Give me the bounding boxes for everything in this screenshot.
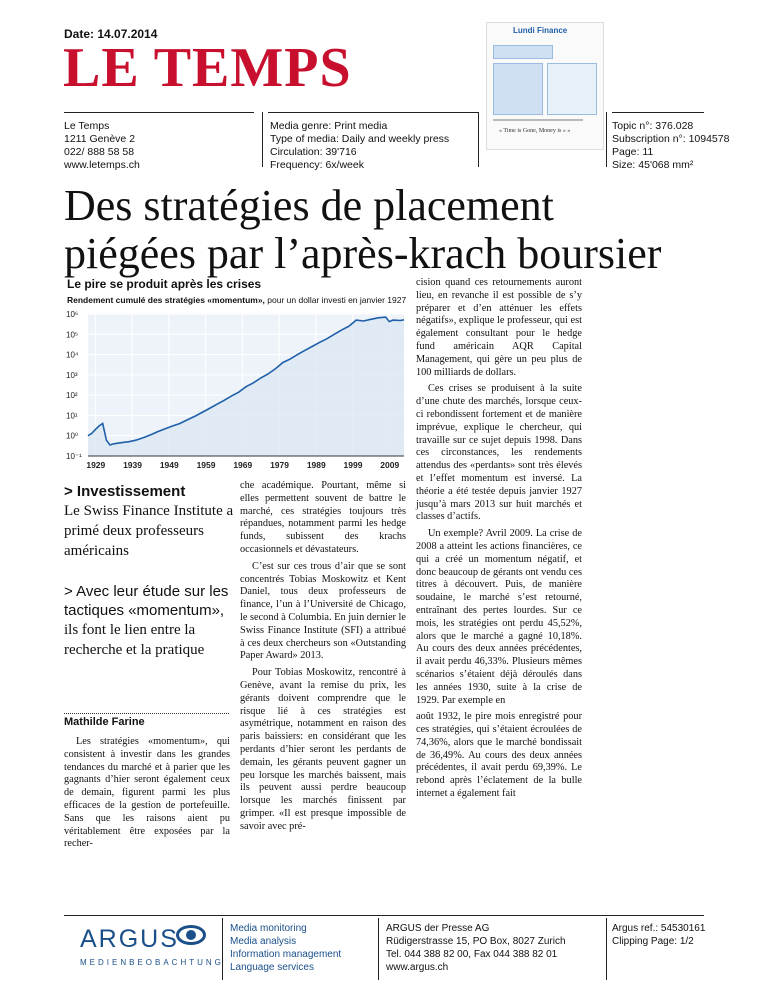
chart-x-tick-label: 1959 <box>196 460 216 470</box>
chart-y-tick-label: 10³ <box>66 370 78 380</box>
publisher-name: Le Temps <box>64 120 110 132</box>
chart-y-tick-label: 10⁶ <box>66 310 79 319</box>
service-analysis: Media analysis <box>230 936 297 947</box>
publisher-phone: 022/ 888 58 58 <box>64 146 135 158</box>
chart-x-tick-label: 1969 <box>233 460 253 470</box>
thumbnail-rule <box>493 119 583 121</box>
kicker-2-lead: > Avec leur étude sur les tactiques «momentum», <box>64 583 229 619</box>
article-headline <box>64 182 661 278</box>
column-3 <box>416 277 582 805</box>
column-1-paragraph: Les stratégies «momentum», qui consistent à investir dans les grandes tendances du marché et à parier que les gagnants d’hier seront également ceux de demain, figurent parmi les plus efficaces de la gestion de portefeuille. Sans que les raisons aient pu véritablement être exposées par la recher- <box>64 736 230 850</box>
argus-logo: ARGUS <box>80 925 179 953</box>
thumbnail-brand: Lundi Finance <box>513 26 568 35</box>
publisher-address: 1211 Genève 2 <box>64 133 136 145</box>
chart-subtitle-rest: pour un dollar investi en janvier 1927 <box>264 295 407 305</box>
clipping-page: Clipping Page: 1/2 <box>612 936 694 947</box>
topic-number: Topic n°: 376.028 <box>612 120 694 132</box>
kicker-1 <box>64 482 234 561</box>
column-3-paragraph-1: cision quand ces retournements auront lieu, en revanche il est possible de s’y préparer et d’en atténuer les effets négatifs», explique le professeur, qui est également consultant pour le hedge fund américain AQR Capital Management, qui gère un peu plus de 100 milliards de dollars. <box>416 277 582 378</box>
chart-y-tick-label: 10⁻¹ <box>66 452 82 461</box>
column-2 <box>240 480 406 838</box>
page-thumbnail <box>486 22 604 150</box>
momentum-returns-chart <box>64 306 409 476</box>
chart-x-tick-label: 1979 <box>270 460 289 470</box>
chart-title: Le pire se produit après les crises <box>67 277 262 291</box>
argus-logo-subtitle: MEDIENBEOBACHTUNG <box>80 958 224 967</box>
media-info <box>270 120 449 172</box>
chart-x-tick-label: 1929 <box>86 460 106 470</box>
column-2-paragraph-1: che académique. Pourtant, même si elles permettent souvent de battre le marché, ces stratégies toujours très répandues, notamment parmi les hedge funds, subissent des krachs occasionnels et dévastateurs. <box>240 480 406 555</box>
media-type: Type of media: Daily and weekly press <box>270 133 450 145</box>
chart-x-tick-label: 1999 <box>343 460 363 470</box>
chart-y-tick-label: 10⁰ <box>66 431 79 441</box>
media-genre: Media genre: Print media <box>270 120 388 132</box>
column-2-paragraph-3: Pour Tobias Moskowitz, rencontré à Genève, avant la remise du prix, les gérants doivent comprendre que le risque lié à ces stratégies est asymétrique, notamment en raison des paris baissiers: en considérant que les perdants d’hier seront les perdants de demain, les gérants peuvent gagner un peu lorsque les marchés baissent, mais ils peuvent aussi perdre beaucoup lorsque les marchés finissent par grimper. «Il est presque impossible de savoir avec pré- <box>240 667 406 832</box>
thumbnail-quote: « Time is Gone, Money is » » <box>499 128 571 134</box>
kicker-2 <box>64 582 234 660</box>
kicker-1-lead: > Investissement <box>64 483 186 500</box>
subscription-number: Subscription n°: 1094578 <box>612 133 730 145</box>
service-monitoring: Media monitoring <box>230 923 307 934</box>
column-3-paragraph-2: Ces crises se produisent à la suite d’une chute des marchés, lorsque ceux-ci rebondissent fortement et de manière imprévue, explique le chercheur, qui travaille sur ce sujet depuis 1998. Dans ces circonstances, les rendements attendus des «perdants» sont très élevés et l’effet momentum est inversé. La théorie a été testée depuis janvier 1927 jusqu’à mars 2013 sur huit marchés et classes d’actifs. <box>416 383 582 523</box>
chart-subtitle-bold: Rendement cumulé des stratégies «momentum», <box>67 295 265 305</box>
document-date: Date: 14.07.2014 <box>64 27 158 41</box>
company-phone: Tel. 044 388 82 00, Fax 044 388 82 01 <box>386 949 558 960</box>
chart-y-tick-label: 10² <box>66 391 78 401</box>
thumbnail-chart-block <box>493 63 543 115</box>
header-rule-1 <box>64 112 254 113</box>
header-divider-2 <box>478 112 479 167</box>
column-3-paragraph-3: Un exemple? Avril 2009. La crise de 2008 a atteint les actions financières, ce qui a créé un momentum négatif, et donc beaucoup de gérants ont vendu ces titres à découvert. Puis, de manière soudaine, le marché s’est retourné, entraînant des pertes lourdes. Sur ce mois, les stratégies ont perdu 45,52%, alors que le marché a gagné 10,18%. Au cours des deux années précédentes, il avait perdu 46,33%. Plusieurs mêmes scénarios s’étaient déjà déroulés dans les années 1930, suite à la crise de 1929. Par exemple en <box>416 528 582 706</box>
chart-subtitle <box>67 295 406 305</box>
column-3-paragraph-4: août 1932, le pire mois enregistré pour ces stratégies, qui s’étaient écroulées de 74,36%, alors que le marché bondissait de 36,49%. Au cours des deux années précédentes, il avait perdu 69,39%. Le rebond après l’éclatement de la bulle internet a également fait <box>416 711 582 800</box>
argus-reference <box>612 922 705 948</box>
company-name: ARGUS der Presse AG <box>386 923 490 934</box>
company-address: Rüdigerstrasse 15, PO Box, 8027 Zurich <box>386 936 566 947</box>
argus-company <box>386 922 566 974</box>
chart-x-tick-label: 1939 <box>123 460 143 470</box>
company-website: www.argus.ch <box>386 962 449 973</box>
kicker-2-body: ils font le lien entre la recherche et la pratique <box>64 622 205 658</box>
service-information: Information management <box>230 949 342 960</box>
newspaper-logo: LE TEMPS <box>63 37 352 99</box>
footer-divider-2 <box>378 918 379 980</box>
header-rule-3 <box>612 112 704 113</box>
header-divider-1 <box>262 112 263 167</box>
headline-line-2: piégées par l’après-krach boursier <box>64 229 662 278</box>
header-divider-3 <box>606 112 607 167</box>
argus-ref: Argus ref.: 54530161 <box>612 923 706 934</box>
headline-line-1: Des stratégies de placement <box>64 181 554 230</box>
kicker-1-body: Le Swiss Finance Institute a primé deux professeurs américains <box>64 503 234 559</box>
service-language: Language services <box>230 962 314 973</box>
article-size: Size: 45'068 mm² <box>612 159 694 171</box>
argus-services <box>230 922 341 974</box>
topic-info <box>612 120 729 172</box>
chart-x-tick-label: 1949 <box>159 460 179 470</box>
thumbnail-text-block <box>547 63 597 115</box>
header-rule-2 <box>268 112 478 113</box>
chart-y-tick-label: 10¹ <box>66 411 78 421</box>
chart-x-tick-label: 1989 <box>306 460 326 470</box>
publisher-info <box>64 120 140 172</box>
footer-rule <box>64 915 704 916</box>
chart-y-tick-label: 10⁵ <box>66 330 79 340</box>
footer-divider-1 <box>222 918 223 980</box>
eye-icon <box>176 925 206 945</box>
article-author: Mathilde Farine <box>64 716 145 728</box>
chart-y-tick-label: 10⁴ <box>66 350 79 360</box>
media-circulation: Circulation: 39'716 <box>270 146 357 158</box>
footer-divider-3 <box>606 918 607 980</box>
media-frequency: Frequency: 6x/week <box>270 159 364 171</box>
column-2-paragraph-2: C’est sur ces trous d’air que se sont concentrés Tobias Moskowitz et Kent Daniel, tous deux professeurs de finance, l’un à l’Université de Chicago, le second à Columbia. En juin dernier le Swiss Finance Institute (SFI) a attribué à ces deux chercheurs son «Outstanding Paper Award» 2013. <box>240 560 406 662</box>
thumbnail-headline-block <box>493 45 553 59</box>
publisher-website: www.letemps.ch <box>64 159 140 171</box>
author-divider <box>64 713 229 714</box>
chart-x-tick-label: 2009 <box>380 460 400 470</box>
page-number: Page: 11 <box>612 146 654 158</box>
column-1 <box>64 736 230 855</box>
